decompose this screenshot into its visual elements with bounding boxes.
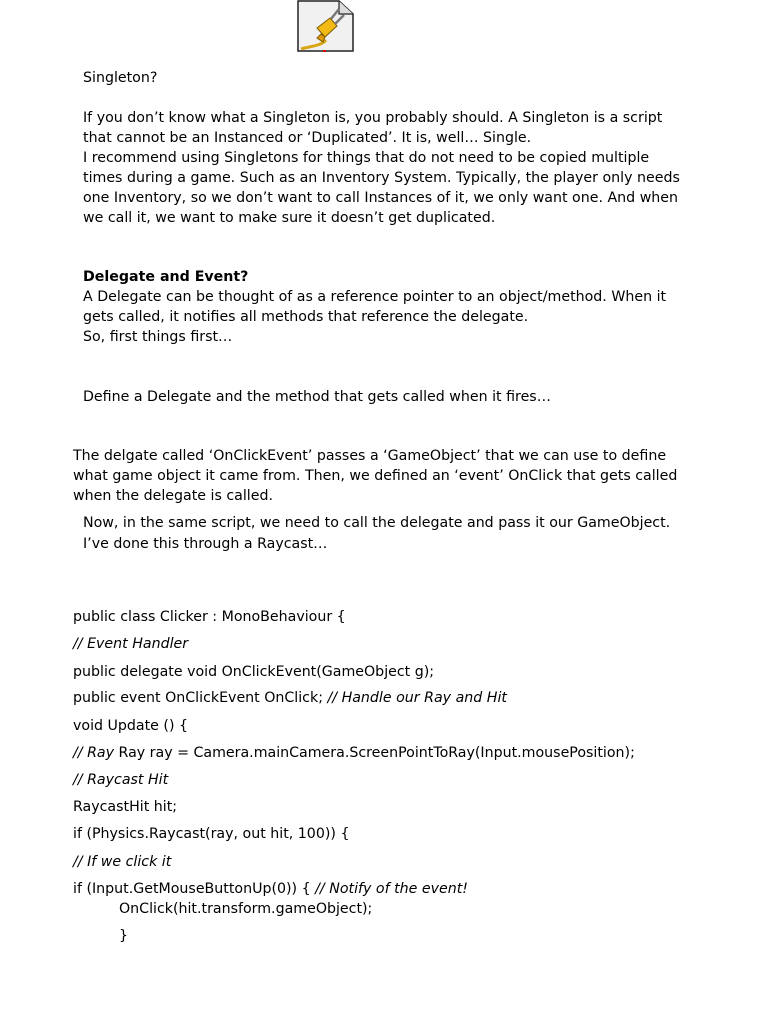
code-comment: // Event Handler [73,636,189,652]
code-line: RaycastHit hit; [73,799,178,815]
code-text: Ray ray = Camera.mainCamera.ScreenPointToRay(Input.mousePosition); [118,745,635,761]
paragraph-line: So, first things first… [83,329,233,345]
paragraph-line: one Inventory, so we don’t want to call Instances of it, we only want one. And when [83,190,679,206]
paragraph-line: The delgate called ‘OnClickEvent’ passes a ‘GameObject’ that we can use to define [73,448,667,464]
code-comment: // Raycast Hit [73,772,169,788]
code-comment: // Ray [73,745,119,761]
code-line [73,688,507,708]
code-line: if (Physics.Raycast(ray, out hit, 100)) { [73,826,350,842]
code-comment: // If we click it [73,854,172,870]
paragraph-line: we call it, we want to make sure it doesn’t get duplicated. [83,210,496,226]
paragraph-line: what game object it came from. Then, we defined an ‘event’ OnClick that gets called [73,468,678,484]
paragraph-line: gets called, it notifies all methods that reference the delegate. [83,309,529,325]
paragraph-line: Define a Delegate and the method that gets called when it fires… [83,389,551,405]
paragraph-line: If you don’t know what a Singleton is, you probably should. A Singleton is a script [83,110,663,126]
code-comment: // Handle our Ray and Hit [327,690,507,706]
code-line: public class Clicker : MonoBehaviour { [73,609,346,625]
paragraph-line: when the delegate is called. [73,488,273,504]
code-line [73,743,635,763]
plug-document-icon [297,0,354,52]
code-text: if (Input.GetMouseButtonUp(0)) { [73,881,316,897]
paragraph-line: that cannot be an Instanced or ‘Duplicated’. It is, well… Single. [83,130,532,146]
code-line: } [119,928,129,944]
code-line: OnClick(hit.transform.gameObject); [119,901,373,917]
code-line [73,879,468,899]
paragraph-line: times during a game. Such as an Inventory System. Typically, the player only needs [83,170,680,186]
paragraph-line: A Delegate can be thought of as a reference pointer to an object/method. When it [83,289,667,305]
code-text: public event OnClickEvent OnClick; [73,690,328,706]
section-heading-delegate: Delegate and Event? [83,269,249,285]
code-line: public delegate void OnClickEvent(GameObject g); [73,664,435,680]
paragraph-line: Now, in the same script, we need to call the delegate and pass it our GameObject. [83,515,671,531]
code-line: void Update () { [73,718,189,734]
paragraph-line: I’ve done this through a Raycast… [83,536,328,552]
code-comment: // Notify of the event! [315,881,468,897]
section-heading-singleton: Singleton? [83,70,158,86]
paragraph-line: I recommend using Singletons for things that do not need to be copied multiple [83,150,650,166]
